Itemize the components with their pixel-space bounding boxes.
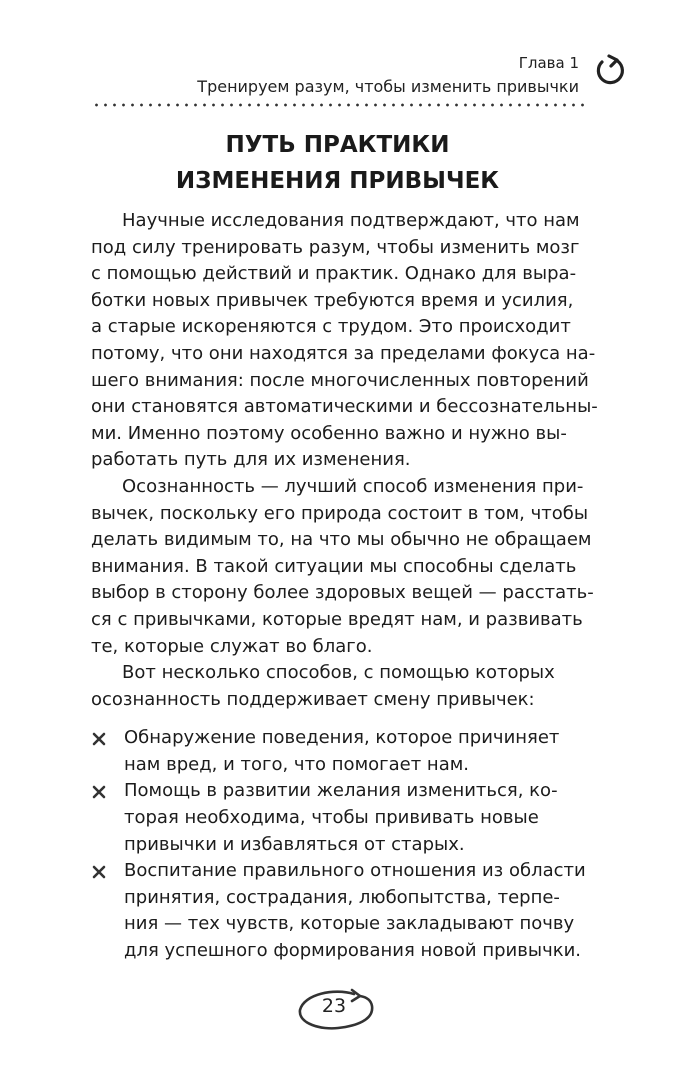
- text-line: выбор в сторону более здоровых вещей — расстать-: [91, 582, 594, 604]
- text-line: ми. Именно поэтому особенно важно и нужно вы-: [91, 422, 567, 444]
- text-line: вычек, поскольку его природа состоит в том, чтобы: [91, 502, 589, 524]
- text-line: с помощью действий и практик. Однако для выра-: [91, 263, 577, 285]
- text-line: нам вред, и того, что помогает нам.: [124, 753, 470, 775]
- text-line: те, которые служат во благо.: [91, 635, 373, 657]
- circular-arrow-icon: [592, 52, 628, 92]
- text-line: Осознанность — лучший способ изменения при-: [122, 475, 584, 497]
- x-mark-icon: [91, 731, 107, 747]
- body-text: [91, 208, 598, 965]
- text-line: потому, что они находятся за пределами фокуса на-: [91, 342, 596, 364]
- list-spacer: [91, 713, 585, 725]
- text-line: ния — тех чувств, которые закладывают почву: [124, 913, 575, 935]
- dotted-divider: [92, 103, 584, 107]
- text-line: Обнаружение поведения, которое причиняет: [124, 727, 560, 749]
- chapter-subtitle: Тренируем разум, чтобы изменить привычки: [197, 77, 579, 96]
- paragraph-2: [91, 474, 594, 660]
- text-line: осознанность поддерживает смену привычек:: [91, 688, 535, 710]
- text-line: внимания. В такой ситуации мы способны сделать: [91, 555, 577, 577]
- section-title-line-1: ПУТЬ ПРАКТИКИ: [225, 132, 450, 158]
- text-line: ботки новых привычек требуются время и усилия,: [91, 289, 574, 311]
- text-line: Научные исследования подтверждают, что нам: [122, 210, 580, 231]
- bullet-item: [91, 858, 585, 964]
- text-line: а старые искореняются с трудом. Это происходит: [91, 316, 571, 338]
- text-line: привычки и избавляться от старых.: [124, 833, 465, 855]
- text-line: для успешного формирования новой привычки.: [124, 940, 581, 962]
- paragraph-3: [91, 660, 585, 713]
- text-line: торая необходима, чтобы прививать новые: [124, 807, 539, 829]
- running-header: [0, 0, 675, 110]
- text-line: ся с привычками, которые вредят нам, и развивать: [91, 608, 583, 630]
- text-line: под силу тренировать разум, чтобы изменить мозг: [91, 236, 580, 258]
- text-line: работать путь для их изменения.: [91, 449, 411, 471]
- x-mark-icon: [91, 864, 107, 880]
- x-mark-icon: [91, 784, 107, 800]
- text-line: делать видимым то, на что мы обычно не обращаем: [91, 529, 592, 551]
- text-line: Вот несколько способов, с помощью которых: [122, 662, 555, 684]
- chapter-label: Глава 1: [518, 54, 579, 72]
- text-line: Воспитание правильного отношения из области: [124, 860, 586, 882]
- bullet-item: [91, 725, 585, 778]
- bullet-item: [91, 778, 585, 858]
- paragraph-1: [91, 208, 598, 474]
- text-line: шего внимания: после многочисленных повторений: [91, 369, 589, 391]
- text-line: они становятся автоматическими и бессознательны-: [91, 396, 598, 418]
- section-title-line-2: ИЗМЕНЕНИЯ ПРИВЫЧЕК: [175, 168, 500, 194]
- page-number: 23: [321, 995, 347, 1017]
- section-title: [90, 127, 585, 199]
- text-line: Помощь в развитии желания измениться, ко-: [124, 780, 558, 802]
- text-line: принятия, сострадания, любопытства, терпе-: [124, 886, 560, 908]
